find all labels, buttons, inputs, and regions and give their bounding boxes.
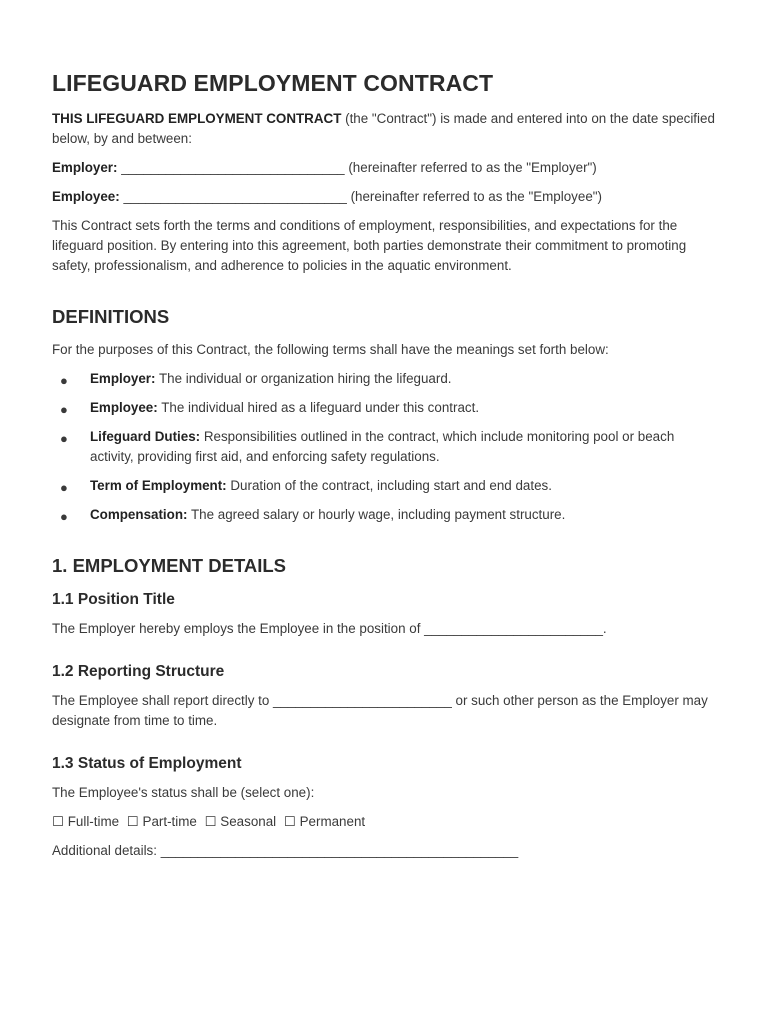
- status-options: [52, 812, 718, 832]
- definition-text: The agreed salary or hourly wage, including payment structure.: [187, 507, 566, 522]
- status-heading: 1.3 Status of Employment: [52, 755, 242, 772]
- position-title-text: The Employer hereby employs the Employee in the position of ________________________.: [52, 621, 607, 636]
- definition-text: The individual or organization hiring the lifeguard.: [155, 371, 452, 386]
- definition-term: Employer:: [90, 371, 156, 386]
- reporting-structure-heading: 1.2 Reporting Structure: [52, 663, 225, 680]
- definitions-intro: For the purposes of this Contract, the following terms shall have the meanings set forth below:: [52, 342, 609, 357]
- purpose-paragraph: This Contract sets forth the terms and conditions of employment, responsibilities, and expectations for the lifeguard position. By entering into this agreement, both parties demonstrate their commitment to promoting safety, professionalism, and adherence to policies in the aquatic environment.: [52, 218, 687, 273]
- definition-item: [52, 476, 718, 496]
- intro-rest: (the "Contract") is made and entered into on the date specified below, by and between:: [52, 111, 715, 146]
- definition-item: [52, 369, 718, 389]
- additional-details-blank: ________________________________________________: [156, 843, 519, 858]
- definition-term: Lifeguard Duties:: [90, 429, 201, 444]
- permanent-checkbox[interactable]: ☐ Permanent: [283, 814, 366, 829]
- definitions-list: [52, 369, 718, 525]
- intro-paragraph: [52, 109, 718, 149]
- full-time-checkbox[interactable]: ☐ Full-time: [52, 814, 120, 829]
- definition-text: The individual hired as a lifeguard under this contract.: [157, 400, 480, 415]
- definitions-heading: DEFINITIONS: [52, 306, 170, 327]
- employer-label: Employer:: [52, 160, 118, 175]
- definition-term: Employee:: [90, 400, 158, 415]
- additional-details-label: Additional details:: [52, 843, 157, 858]
- bullet-icon: ●: [60, 480, 68, 495]
- status-intro: The Employee's status shall be (select one):: [52, 785, 315, 800]
- definition-text: Duration of the contract, including start and end dates.: [226, 478, 552, 493]
- employer-blank-text: ______________________________ (hereinafter referred to as the "Employer"): [117, 160, 597, 175]
- definition-item: [52, 505, 718, 525]
- bullet-icon: ●: [60, 402, 68, 417]
- employee-line: [52, 187, 718, 207]
- bullet-icon: ●: [60, 509, 68, 524]
- employer-line: [52, 158, 718, 178]
- definition-item: [52, 427, 718, 467]
- employment-details-heading: 1. EMPLOYMENT DETAILS: [52, 555, 287, 576]
- additional-details-line: [52, 841, 718, 861]
- position-title-heading: 1.1 Position Title: [52, 591, 175, 608]
- document-title: LIFEGUARD EMPLOYMENT CONTRACT: [52, 70, 494, 96]
- employee-blank-text: ______________________________ (hereinafter referred to as the "Employee"): [119, 189, 602, 204]
- definition-text: Responsibilities outlined in the contract, which include monitoring pool or beach activity, providing first aid, and enforcing safety regulations.: [90, 429, 675, 464]
- employee-label: Employee:: [52, 189, 120, 204]
- reporting-structure-text: The Employee shall report directly to ________________________ or such other person as the Employer may designate from time to time.: [52, 693, 708, 728]
- definition-term: Term of Employment:: [90, 478, 227, 493]
- bullet-icon: ●: [60, 373, 68, 388]
- bullet-icon: ●: [60, 431, 68, 446]
- definition-item: [52, 398, 718, 418]
- seasonal-checkbox[interactable]: ☐ Seasonal: [204, 814, 277, 829]
- part-time-checkbox[interactable]: ☐ Part-time: [126, 814, 197, 829]
- intro-bold-lead: THIS LIFEGUARD EMPLOYMENT CONTRACT: [52, 111, 342, 126]
- definition-term: Compensation:: [90, 507, 188, 522]
